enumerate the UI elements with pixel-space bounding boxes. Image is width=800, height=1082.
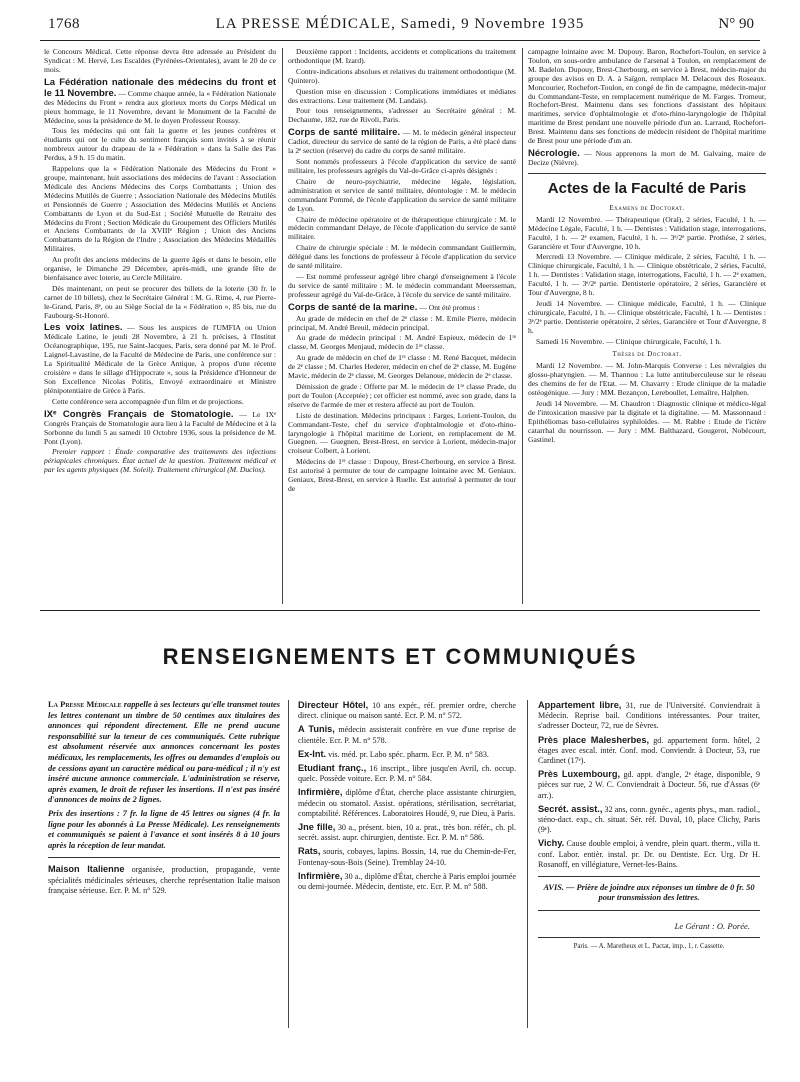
notice-text: rappelle à ses lecteurs qu'elle transmet toutes les lettres contenant un timbre de 50 centimes aux titulaires des annonces qui répondent directement. Elle ne prend aucune responsabilité sur la teneur de ces communiqués. Cette rubrique est absolument réservée aux annonces concernant les postes médicaux, les remplacements, les offres ou demandes d'emplois ou de cessions ayant un caractère médical ou para-médical ; il n'y est inséré aucune annonce commerciale. L'administration se réserve, après examen, le droit de refuser les insertions. Il n'est pas inséré d'annonces de moins de 2 lignes. [48, 700, 280, 805]
classified-ad [298, 787, 516, 819]
article-heading: Corps de santé de la marine. [288, 301, 418, 313]
paragraph: — Nous apprenons la mort de M. Galvaing, maire de Decize (Nièvre). [528, 148, 766, 167]
paragraph: Démission de grade : Offerte par M. le médecin de 1ʳᵉ classe Prade, du port de Toulon (Acceptée) ; cet officier est nommé, avec son grade, dans la réserve de l'armée de mer et restera affecté au port de Toulon. [288, 382, 516, 409]
paragraph: Premier rapport : Étude comparative des traitements des infections périapicales chroniques. État actuel de la question. Traitement médical et par les agents physiques (M. Soleil). Traitement chirurgical (M. Duclos). [44, 447, 276, 475]
classified-ad [538, 838, 760, 870]
paragraph: Au profit des anciens médecins de la guerre âgés et dans le besoin, elle organise, le Dimanche 29 Décembre, après-midi, une grande fête de bienfaisance avec loterie, au Cercle Militaire. [44, 255, 276, 282]
ad-text: gd. appartement form. hôtel, 2 étages avec escal. intér. Conf. mod. Conviendr. à Docteur, 53, rue Cardinet (17ᵉ). [538, 735, 760, 766]
ad-keyword: Secrét. assist., [538, 803, 603, 814]
classified-ad [538, 735, 760, 767]
paragraph: — Ont été promus : [419, 302, 480, 312]
column-2 [288, 48, 516, 604]
ad-text: diplôme d'État, cherche place assistante chirurgien, médecin ou stomatol. Assist. opérations, stérilisation, secrétariat, comptabilité. Références. Laboratoires Houdé, 9, rue Dieu, à Paris. [298, 788, 516, 818]
header-rule [40, 40, 760, 41]
paragraph: Deuxième rapport : Incidents, accidents et complications du traitement orthodontique (M. Izard). [288, 48, 516, 65]
ad-text: médecin assisterait confrère en vue d'une reprise de clientèle. Ecr. P. M. n° 578. [298, 725, 516, 745]
paragraph: Dès maintenant, on peut se procurer des billets de la loterie (30 fr. le carnet de 10 billets), chez le Secrétaire Général : M. G. Rime, 4, rue Pierre-le-Grand, Paris, 8ᵉ, ou au Siège Social de la « Fédération », 85 bis, rue du Faubourg-St-Honoré. [44, 283, 276, 320]
paragraph: Chaire de chirurgie spéciale : M. le médecin commandant Guillermin, délégué dans les fonctions de professeur à l'école d'application du service de santé militaire. [288, 243, 516, 271]
paragraph: Liste de destination. Médecins principaux : Farges, Lorient-Toulon, du Commandant-Teste, chef du service d'ophtalmologie et d'oto-rhino-laryngologie à l'hôpital maritime de Lorient, en remplacement de M. Guegnen. — Guegnen, Brest-Brest, en service à Lorient, médecin-major croiseur Colbert, à Lorient. [288, 410, 516, 456]
paragraph: campagne lointaine avec M. Dupouy. Baron, Rochefort-Toulon, en service à Toulon, en sous-ordre ambulance de l'arsenal à Toulon, en remplacement de M. Badelon. Dupouy, Brest-Cherbourg, en service à Brest, médecin-major du groupe des avisos en D. A. à Saïgon, remplace M. Delacoux des Roseaux. Moncourier, Rochefort-Toulon, en congé de fin de campagne, médecin-major du Commandant-Teste, en remplacement numérique de M. Farges. Tromeur, Rochefort-Brest. Maintenu dans ses fonctions d'assistant des hôpitaux maritimes, service d'ophtalmologie et d'oto-rhino-laryngologie de l'hôpital maritime de Brest pendant une nouvelle période d'un an. Larraud, Rochefort-Brest. Maintenu dans ses fonctions de médecin résident de l'hôpital maritime de Brest pour une période d'un an. [528, 48, 766, 146]
paragraph: Mercredi 13 Novembre. — Clinique médicale, 2 séries, Faculté, 1 h. — Clinique chirurgicale, Faculté, 1 h. — Clinique obstétricale, 2 séries, Faculté, 1 h. — Dentistes : Validation stage, interrogations, Faculté, 1 h. — 2ᵉ examen, Faculté, 1 h. — 3ᵉ/2ᵉ partie. Dentisterie opératoire, 2 séries, Garancière et Tour d'Auvergne, 8 h. [528, 252, 766, 298]
article-heading: IXᵉ Congrès Français de Stomatologie. [44, 408, 234, 420]
paragraph: Rappelons que la « Fédération Nationale des Médecins du Front » groupe, maintenant, huit associations des médecins de l'avant : Association Médicale des Anciens Médecins des Corps Combattants ; Union des Médecins Mutilés de Guerre ; Association Nationale des Médecins Mutilés et Pensionnés de Guerre ; Association des Médecins Mutilés et Anciens Combattants de Lyon et du Sud-Est ; Société Mutuelle de Retraite des Médecins du Front ; Section Médicale du Groupement des Officiers Mutilés et Anciens Combattants de la XVIIIᵉ Région ; Union des Anciens Combattants de la Région de l'Indre ; Association des Médecins Médaillés Militaires. [44, 164, 276, 254]
ad-keyword: Appartement libre, [538, 700, 622, 710]
classifieds-column-1 [48, 700, 280, 1036]
article-heading: Nécrologie. [528, 147, 580, 159]
paragraph: Pour tous renseignements, s'adresser au Secrétaire général : M. Dechaume, 182, rue de Rivoli, Paris. [288, 106, 516, 125]
paragraph: Chaire de neuro-psychiatrie, médecine légale, législation, administration et service de santé militaire, déontologie : M. le médecin commandant Pommé, de l'école d'application du service de santé militaire de Lyon. [288, 176, 516, 213]
paragraph: Au grade de médecin en chef de 2ᵉ classe : M. Emile Pierre, médecin principal, M. André Breuil, médecin principal. [288, 313, 516, 332]
classified-ad [538, 700, 760, 732]
column-divider [522, 48, 523, 604]
ad-text: 30 a., présent. bien, 10 a. prat., très bon. référ., ch. pl. secrét. assist. aupr. chirurgien, dentiste. Ecr. P. M. n° 586. [298, 823, 516, 843]
article-fede [44, 77, 276, 126]
classified-ad [538, 769, 760, 801]
section-rule [528, 173, 766, 174]
printer-imprint: Paris. — A. Maretheux et L. Pactat, imp., 1, r. Cassette. [538, 937, 760, 952]
paragraph: Jeudi 14 Novembre. — M. Chaudron : Diagnostic clinique et médico-légal de l'intoxication massive par la digitale et la digitaline. — M. Massonnaud : Epithéliomas baso-cellulaires syphiloïdes. — M. Rabbe : Etude de l'ictère catarrhal du nourrisson. — Jury : MM. Balthazard, Gougerot, Nobécourt, Gastinel. [528, 399, 766, 444]
paragraph: Jeudi 14 Novembre. — Clinique médicale, Faculté, 1 h. — Clinique chirurgicale, Faculté, 1 h. — Clinique obstétricale, Faculté, 1 h. — Dentistes : 3ᵉ/2ᵉ partie. Dentisterie opératoire, 2 séries, Garancière et Tour d'Auvergne, 8 h. [528, 298, 766, 335]
subheading-exams: Examens de Doctorat. [609, 203, 685, 212]
paragraph: — M. le médecin général inspecteur Cadiot, directeur du service de santé de la région de Paris, a été placé dans la 2ᵉ section (réserve) du cadre du corps de santé militaire. [288, 128, 516, 156]
section-banner: RENSEIGNEMENTS ET COMMUNIQUÉS [162, 644, 638, 669]
ad-keyword: Jne fille, [298, 822, 336, 833]
article-corps-militaire [288, 127, 516, 156]
classifieds-column-3 [538, 700, 760, 1036]
ad-keyword: Vichy. [538, 838, 565, 849]
column-divider [527, 700, 528, 1028]
paragraph: — Comme chaque année, la « Fédération Nationale des Médecins du Front » rendra aux glorieux morts du Corps Médical un pieux hommage, le 11 Novembre, devant le Monument de la Faculté de Médecine, sous la présidence de M. le doyen Professeur Roussy. [44, 88, 276, 125]
classified-ad [298, 822, 516, 843]
notice-rule [48, 857, 280, 858]
classified-ad [538, 804, 760, 836]
column-divider [282, 48, 283, 604]
paragraph: Contre-indications absolues et relatives du traitement orthodontique (M. Quintero). [288, 66, 516, 85]
ad-text: gd. appt. d'angle, 2ᵉ étage, disponible, 9 pièces sur rue, 2 W. C. Conviendrait à Docteur. 56, rue d'Assas (6ᵉ arr.). [538, 770, 760, 800]
paragraph: Samedi 16 Novembre. — Clinique chirurgicale, Faculté, 1 h. [536, 336, 722, 346]
ad-text: vis. méd. pr. Labo spéc. pharm. Ecr. P. M. n° 583. [328, 749, 489, 759]
column-3 [528, 48, 766, 604]
ad-text: souris, cobayes, lapins. Bossin, 14, rue du Chemin-de-Fer, Fontenay-sous-Bois (Seine). Tremblay 24-10. [298, 847, 516, 867]
issue-number: N° 90 [718, 16, 754, 32]
article-stomato [44, 409, 276, 447]
gerant-signature: Le Gérant : O. Porée. [674, 920, 750, 931]
ad-keyword: Infirmière, [298, 787, 343, 798]
paragraph: — Le IXᵉ Congrès Français de Stomatologie aura lieu à la Faculté de Médecine et à la Sorbonne du lundi 5 au samedi 10 Octobre 1936, sous la présidence de M. Pont (Lyon). [44, 409, 276, 446]
article-heading: Corps de santé militaire. [288, 127, 401, 139]
notice-block [48, 700, 280, 806]
faculty-section-title: Actes de la Faculté de Paris [547, 179, 747, 197]
ad-keyword: Etudiant franç., [298, 763, 367, 774]
paragraph: Médecins de 1ʳᵉ classe : Dupouy, Brest-Cherbourg, en service à Brest. Est autorisé à permuter de tour de campagne lointaine avec M. Geniaux. Geniaux, Brest-Brest, en service à Ruelle. Est autorisé à permuter de tour de [288, 457, 516, 493]
paragraph: Tous les médecins qui ont fait la guerre et les jeunes confrères et étudiants qui ont le culte du sentiment français sont invités à se réunir nombreux autour du drapeau de la « Fédération » dans la Salle des Pas Perdus, à 9 h. 15 du matin. [44, 126, 276, 163]
article-heading: La Fédération nationale des médecins du front et le 11 Novembre. [44, 76, 276, 99]
ad-text: 31, rue de l'Université. Conviendrait à Médecin. Reprise bail. Conditions intéressantes. Pour traiter, s'adresser Docteur, 72, rue de Sèvres. [538, 701, 760, 731]
ad-keyword: Infirmière, [298, 870, 343, 881]
ad-text: Cause double emploi, à vendre, plein quart. therm., villa tt. conf. Labor. entièr. instal. pr. Dr. ou Dentiste. Ecr. Urg. Dr H. Rosanoff, en villégiature, Vernet-les-Bains. [538, 839, 760, 869]
ad-keyword: Maison Italienne [48, 864, 125, 875]
paragraph: Question mise en discussion : Complications immédiates et médiates des extractions. Leur traitement (M. Landais). [288, 86, 516, 105]
publication-title: LA PRESSE MÉDICALE, Samedi, 9 Novembre 1935 [215, 16, 585, 32]
paragraph: Sont nommés professeurs à l'école d'application du service de santé militaire, les professeurs agrégés du Val-de-Grâce ci-après désignés : [288, 157, 516, 175]
classified-ad [298, 700, 516, 721]
paragraph: Mardi 12 Novembre. — Thérapeutique (Oral), 2 séries, Faculté, 1 h. — Médecine Légale, Faculté, 1 h. — Dentistes : Validation stage, interrogations, Faculté, 1 h. — 2ᵉ examen, Faculté, 1 h. — 3ᵉ/2ᵉ partie. Prothèse, 2 séries, Garancière et Tour d'Auvergne, 10 h. [528, 214, 766, 251]
subheading-theses: Thèses de Doctorat. [612, 350, 682, 359]
column-divider [288, 700, 289, 1028]
classified-ad [298, 763, 516, 784]
paragraph: le Concours Médical. Cette réponse devra être adressée au Président du Syndicat : M. Hervé, Les Escaldes (Pyrénées-Orientales), avant le 20 de ce mois. [44, 48, 276, 74]
classified-ad [298, 871, 516, 892]
ad-text: organisée, production, propagande, vente spécialités médicinales sérieuses, cherche représentation Italie maison française sérieuse. Ecr. P. M. n° 529. [48, 865, 280, 895]
avis-rule [538, 876, 760, 877]
avis-notice: AVIS. — Prière de joindre aux réponses un timbre de 0 fr. 50 pour transmission des lettres. [543, 883, 755, 903]
classified-ad [298, 749, 516, 760]
paragraph: Chaire de médecine opératoire et de thérapeutique chirurgicale : M. le médecin commandant Delaye, de l'école d'application du service de santé militaire. [288, 214, 516, 242]
paragraph: Au grade de médecin en chef de 1ʳᵉ classe : M. René Bacquet, médecin de 2ᵉ classe ; M. Charles Hederer, médecin en chef de 2ᵉ classe, M. Eugène Mavic, médecin de 2ᵉ classe, M. Georges Delanoue, médecin de 2ᵉ classe. [288, 353, 516, 381]
classified-ad [298, 846, 516, 867]
page-number: 1768 [48, 16, 80, 32]
article-corps-marine [288, 302, 516, 313]
ad-keyword: Ex-Int. [298, 748, 327, 759]
ad-keyword: Directeur Hôtel, [298, 700, 369, 710]
paragraph: — Est nommé professeur agrégé libre chargé d'enseignement à l'école du service de santé militaire : M. le médecin commandant Meersseman, professeur agrégé du Val-de-Grâce, à l'école du service de santé militaire. [288, 271, 516, 299]
paragraph: Au grade de médecin principal : M. André Espieux, médecin de 1ʳᵉ classe, M. Georges Menjaud, médecin de 1ʳᵉ classe. [288, 333, 516, 352]
paragraph: Mardi 12 Novembre. — M. John-Marquis Converse : Les névralgies du glosso-pharyngien. — M. Thannou : La lutte antituberculeuse sur le réseau des chemins de fer de l'Etat. — M. Chavarry : Etude clinique de la maladie ostéogénique. — Jury : MM. Bezançon, Lereboullet, Lemaître, Halphen. [528, 361, 766, 398]
ad-text: 10 ans expér., réf. premier ordre, cherche direct. clinique ou maison santé. Ecr. P. M. n° 572. [298, 701, 516, 721]
article-necrologie [528, 148, 766, 168]
paragraph: Cette conférence sera accompagnée d'un film et de projections. [52, 396, 244, 406]
ad-keyword: A Tunis, [298, 724, 335, 735]
classifieds-column-2 [298, 700, 516, 1036]
paragraph: — Sous les auspices de l'UMFIA ou Union Médicale Latine, le jeudi 28 Novembre, à 21 h. précises, à l'Institut Océanographique, 195, rue Saint-Jacques, Paris, sera donné par M. le Prof. Laignel-Lavastine, de la Faculté de Médecine de Paris, une conférence sur : La Spiritualité Médicale de la Grèce Antique, à propos d'une récente croisière « dans le sillage d'Hippocrate », sous la Présidence d'Honneur de Son Excellence Nicolas Politis, Envoyé extraordinaire et Ministre plénipotentiaire de Grèce à Paris. [44, 323, 276, 395]
ad-keyword: Près place Malesherbes, [538, 734, 650, 745]
column-1 [44, 48, 276, 604]
avis-rule [538, 910, 760, 911]
ad-text: 30 a., diplôme d'État, cherche à Paris emploi journée ou demi-journée. Médecin, dentiste, etc. Ecr. P. M. n° 588. [298, 871, 516, 892]
notice-lead: La Presse Médicale [48, 700, 122, 709]
classified-ad [48, 864, 280, 896]
ad-keyword: Près Luxembourg, [538, 769, 621, 780]
ad-text: 32 ans, conn. gynéc., agents phys., man. radiol., sténo-dact. exp., ch. situat. Sér. réf. Duval, 10, place Clichy, Paris (9ᵉ). [538, 804, 760, 835]
ad-keyword: Rats, [298, 846, 321, 857]
section-divider [40, 610, 760, 611]
ad-text: 16 inscript., libre jusqu'en Avril, ch. occup. quelc. Possède voiture. Ecr. P. M. n° 584. [298, 764, 516, 784]
article-voix [44, 322, 276, 395]
page-header [40, 14, 760, 36]
prices-text: Prix des insertions : 7 fr. la ligne de 45 lettres ou signes (4 fr. la ligne pour les abonnés à La Presse Médicale). Les renseignements et communiqués se paient à l'avance et sont insérés 8 à 10 jours après la réception de leur mandat. [48, 808, 280, 850]
article-heading: Les voix latines. [44, 322, 123, 334]
classified-ad [298, 724, 516, 745]
